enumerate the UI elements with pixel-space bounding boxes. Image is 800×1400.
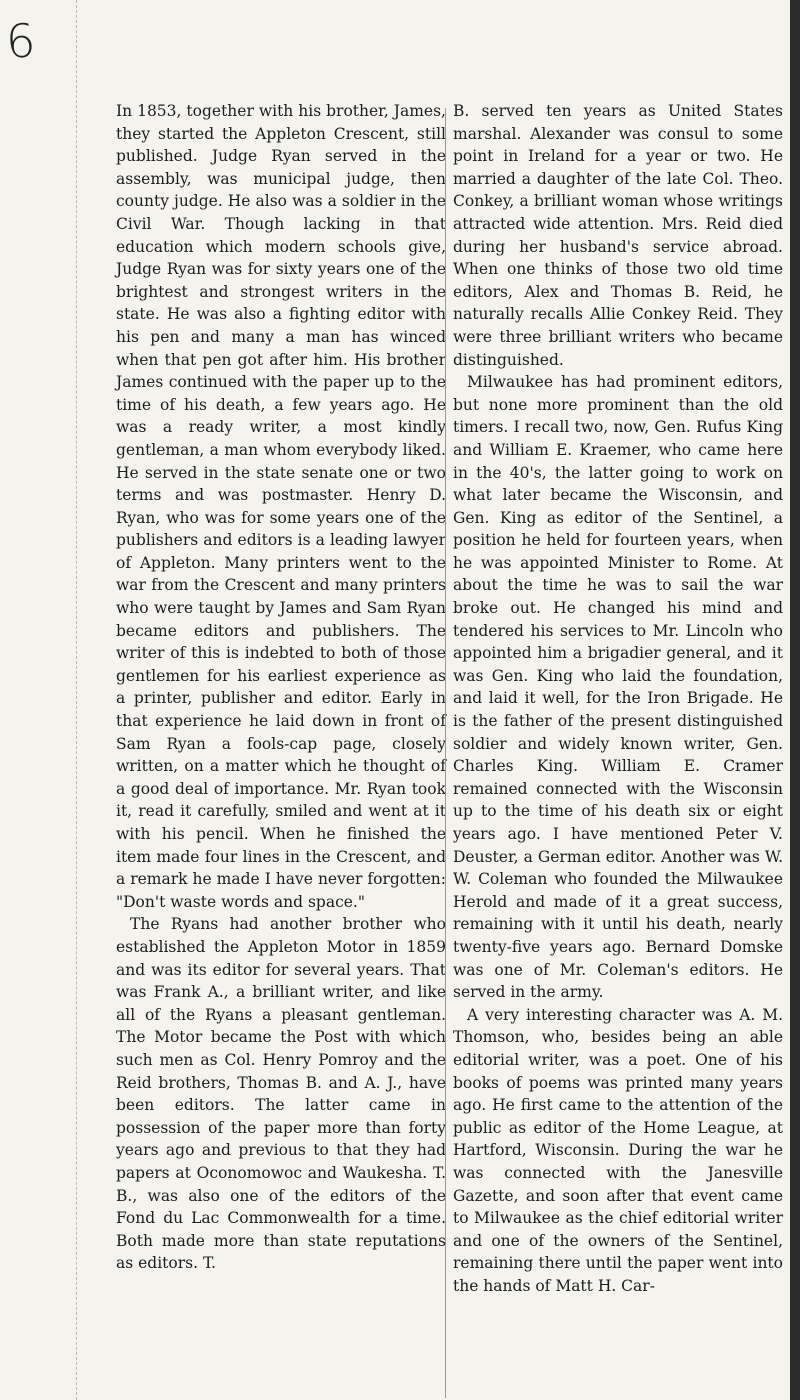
margin-rule <box>76 0 77 1400</box>
paragraph: B. served ten years as United States marshal. Alexander was consul to some point in Ireland for a year or two. He married a daughter of the late Col. Theo. Conkey, a brilliant woman whose writings attracted wide attention. Mrs. Reid died during her husband's service abroad. When one thinks of those two old time editors, Alex and Thomas B. Reid, he naturally recalls Allie Conkey Reid. They were three brilliant writers who became distinguished. <box>453 102 783 369</box>
paragraph: The Ryans had another brother who established the Appleton Motor in 1859 and was its editor for several years. That was Frank A., a brilliant writer, and like all of the Ryans a pleasant gentleman. The Motor became the Post with which such men as Col. Henry Pomroy and the Reid brothers, Thomas B. and A. J., have been editors. The latter came in possession of the paper more than forty years ago and previous to that they had papers at Oconomowoc and Waukesha. T. B., was also one of the editors of the Fond du Lac Commonwealth for a time. Both made more than state reputations as editors. T. <box>116 915 446 1273</box>
right-column <box>453 100 783 1297</box>
column-divider <box>445 108 446 1398</box>
paragraph: A very interesting character was A. M. Thomson, who, besides being an able editorial writer, was a poet. One of his books of poems was printed many years ago. He first came to the attention of the public as editor of the Home League, at Hartford, Wisconsin. During the war he was connected with the Janesville Gazette, and soon after that event came to Milwaukee as the chief editorial writer and one of the owners of the Sentinel, remaining there until the paper went into the hands of Matt H. Car- <box>453 1005 783 1295</box>
page-number: 6 <box>4 13 38 69</box>
paragraph: Milwaukee has had prominent editors, but none more prominent than the old timers. I recall two, now, Gen. Rufus King and William E. Kraemer, who came here in the 40's, the latter going to work on what later became the Wisconsin, and Gen. King as editor of the Sentinel, a position he held for fourteen years, when he was appointed Minister to Rome. At about the time he was to sail the war broke out. He changed his mind and tendered his services to Mr. Lincoln who appointed him a brigadier general, and it was Gen. King who laid the foundation, and laid it well, for the Iron Brigade. He is the father of the present distinguished soldier and widely known writer, Gen. Charles King. William E. Cramer remained connected with the Wisconsin up to the time of his death six or eight years ago. I have mentioned Peter V. Deuster, a German editor. Another was W. W. Coleman who founded the Milwaukee Herold and made of it a great success, remaining with it until his death, nearly twenty-five years ago. Bernard Domske was one of Mr. Coleman's editors. He served in the army. <box>453 373 783 1002</box>
scan-edge <box>790 0 800 1400</box>
left-column <box>116 100 446 1275</box>
paragraph: In 1853, together with his brother, James, they started the Appleton Crescent, still published. Judge Ryan served in the assembly, was municipal judge, then county judge. He also was a soldier in the Civil War. Though lacking in that education which modern schools give, Judge Ryan was for sixty years one of the brightest and strongest writers in the state. He was also a fighting editor with his pen and many a man has winced when that pen got after him. His brother James continued with the paper up to the time of his death, a few years ago. He was a ready writer, a most kindly gentleman, a man whom everybody liked. He served in the state senate one or two terms and was postmaster. Henry D. Ryan, who was for some years one of the publishers and editors is a leading lawyer of Appleton. Many printers went to the war from the Crescent and many printers who were taught by James and Sam Ryan became editors and publishers. The writer of this is indebted to both of those gentlemen for his earliest experience as a printer, publisher and editor. Early in that experience he laid down in front of Sam Ryan a fools-cap page, closely written, on a matter which he thought of a good deal of importance. Mr. Ryan took it, read it carefully, smiled and went at it with his pencil. When he finished the item made four lines in the Crescent, and a remark he made I have never forgotten: "Don't waste words and space." <box>116 102 446 911</box>
